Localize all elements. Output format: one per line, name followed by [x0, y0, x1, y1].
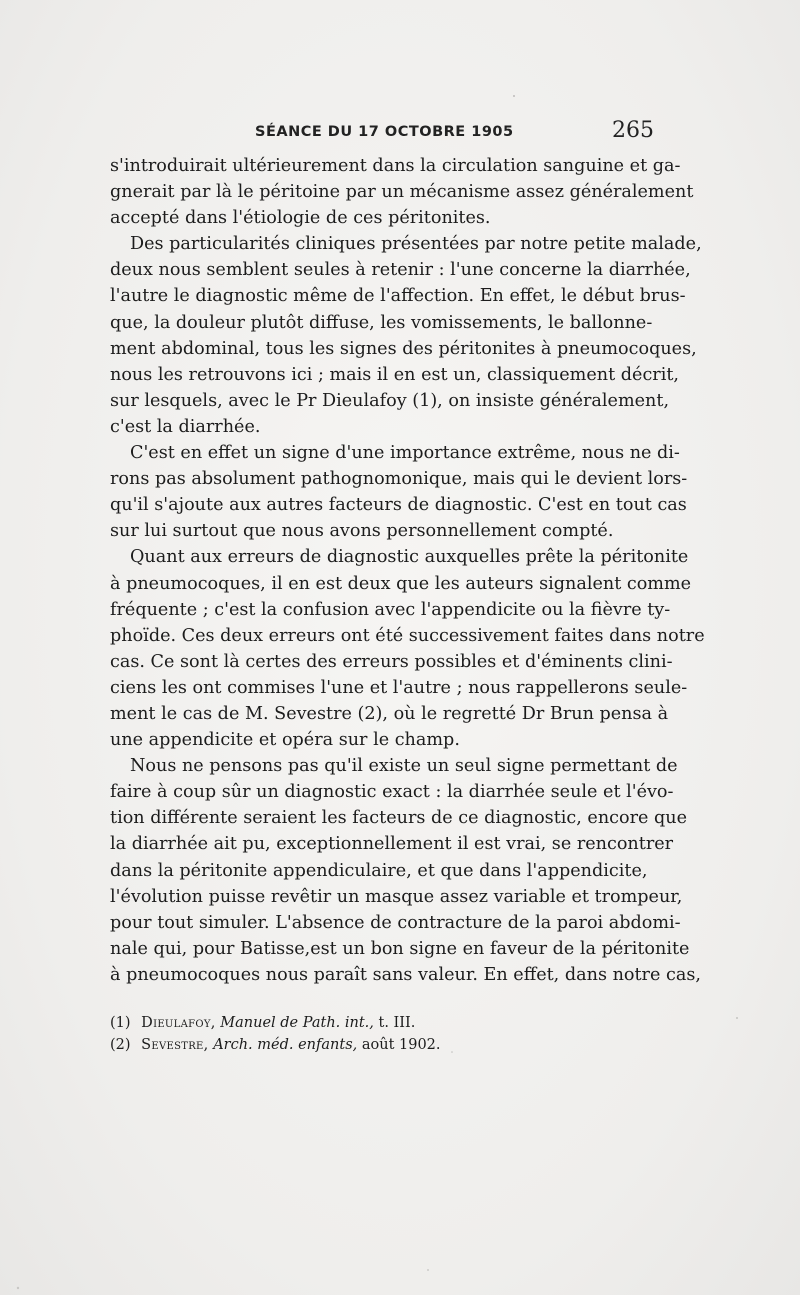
footnote-reference: août 1902.	[361, 1037, 441, 1053]
footnote-author: Dieulafoy,	[141, 1015, 216, 1031]
page-header	[110, 118, 654, 148]
text-line: Des particularités cliniques présentées par notre petite malade,	[130, 234, 702, 255]
running-title: SÉANCE DU 17 OCTOBRE 1905	[255, 124, 514, 140]
footnote-title: Arch. méd. enfants,	[213, 1037, 358, 1053]
text-line: C'est en effet un signe d'une importance extrême, nous ne di-	[130, 443, 680, 464]
text-line: accepté dans l'étiologie de ces péritonites.	[110, 208, 491, 229]
text-line: à pneumocoques, il en est deux que les auteurs signalent comme	[110, 573, 692, 594]
footnote-title: Manuel de Path. int.,	[220, 1015, 374, 1031]
text-line: pour tout simuler. L'absence de contracture de la paroi abdomi-	[110, 912, 681, 933]
footnote-author: Sevestre,	[141, 1037, 209, 1053]
text-line: l'évolution puisse revêtir un masque assez variable et trompeur,	[110, 886, 683, 907]
text-line: faire à coup sûr un diagnostic exact : la diarrhée seule et l'évo-	[110, 782, 674, 803]
footnote-reference: t. III.	[378, 1015, 416, 1031]
text-line: cas. Ce sont là certes des erreurs possibles et d'éminents clini-	[110, 651, 673, 672]
text-line: qu'il s'ajoute aux autres facteurs de diagnostic. C'est en tout cas	[110, 495, 687, 516]
text-line: phoïde. Ces deux erreurs ont été successivement faites dans notre	[110, 625, 705, 646]
text-line: s'introduirait ultérieurement dans la circulation sanguine et ga-	[110, 156, 681, 176]
text-line: à pneumocoques nous paraît sans valeur. En effet, dans notre cas,	[110, 964, 701, 985]
text-line: l'autre le diagnostic même de l'affection. En effet, le début brus-	[110, 286, 686, 307]
footnote-1	[110, 1012, 644, 1034]
text-line: rons pas absolument pathognomonique, mais qui le devient lors-	[110, 469, 688, 490]
footnote-number: (2)	[110, 1037, 131, 1053]
text-line: fréquente ; c'est la confusion avec l'appendicite ou la fièvre ty-	[110, 599, 671, 620]
text-line: deux nous semblent seules à retenir : l'une concerne la diarrhée,	[110, 260, 691, 281]
text-line: la diarrhée ait pu, exceptionnellement il est vrai, se rencontrer	[110, 834, 674, 855]
page-number: 265	[612, 118, 654, 143]
text-line: Quant aux erreurs de diagnostic auxquelles prête la péritonite	[130, 547, 689, 568]
footnote-2	[110, 1034, 644, 1056]
text-line: Nous ne pensons pas qu'il existe un seul signe permettant de	[130, 756, 678, 777]
text-line: une appendicite et opéra sur le champ.	[110, 730, 460, 751]
text-line: ment le cas de M. Sevestre (2), où le regretté Dr Brun pensa à	[110, 703, 669, 724]
text-line: c'est la diarrhée.	[110, 416, 261, 437]
text-line: sur lesquels, avec le Pr Dieulafoy (1), on insiste généralement,	[110, 390, 670, 411]
text-line: sur lui surtout que nous avons personnellement compté.	[110, 521, 614, 542]
footnotes	[110, 1012, 644, 1056]
text-line: que, la douleur plutôt diffuse, les vomissements, le ballonne-	[110, 312, 653, 333]
body-text	[110, 153, 705, 988]
text-line: ment abdominal, tous les signes des péritonites à pneumocoques,	[110, 338, 697, 359]
text-line: nale qui, pour Batisse,est un bon signe en faveur de la péritonite	[110, 938, 690, 959]
footnote-number: (1)	[110, 1015, 131, 1031]
text-line: nous les retrouvons ici ; mais il en est un, classiquement décrit,	[110, 364, 679, 385]
text-line: tion différente seraient les facteurs de ce diagnostic, encore que	[110, 808, 688, 829]
text-line: dans la péritonite appendiculaire, et que dans l'appendicite,	[110, 860, 648, 881]
text-line: gnerait par là le péritoine par un mécanisme assez généralement	[110, 182, 694, 203]
text-line: ciens les ont commises l'une et l'autre ; nous rappellerons seule-	[110, 677, 688, 698]
